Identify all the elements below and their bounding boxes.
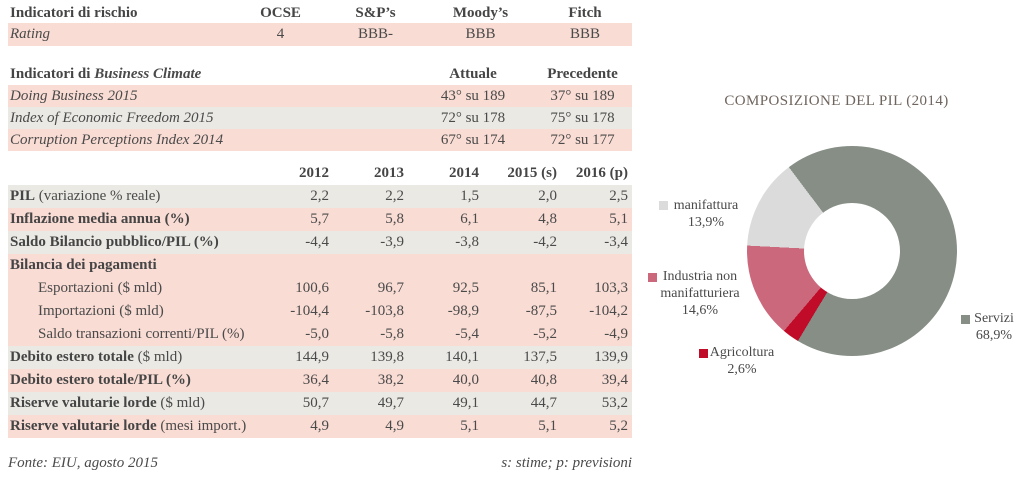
row-label: Debito estero totale/PIL (%) <box>10 372 191 388</box>
table-row-debito-pil <box>8 369 632 392</box>
cell-value: -5,8 <box>380 326 404 342</box>
year-header: 2012 <box>299 165 329 181</box>
cell-value: 2,0 <box>538 188 557 204</box>
cell-value: 53,2 <box>601 395 628 411</box>
legend-percent: 14,6% <box>681 303 719 318</box>
chart-title: COMPOSIZIONE DEL PIL (2014) <box>724 93 949 109</box>
rating-fitch: BBB <box>569 26 600 42</box>
cell-value: 140,1 <box>445 349 479 365</box>
cell-value: 4,9 <box>385 418 404 434</box>
risk-table-title: Indicatori di rischio <box>10 4 138 21</box>
table-row <box>8 85 632 107</box>
legend-marker-industria <box>648 273 657 282</box>
column-header-precedente: Precedente <box>547 66 618 82</box>
year-header: 2013 <box>374 165 404 181</box>
legend-percent: 68,9% <box>975 328 1013 343</box>
table-row-bilancia <box>8 254 632 277</box>
legend-item-industria <box>650 268 750 319</box>
cell-value: 1,5 <box>460 188 479 204</box>
cell-value: 36,4 <box>302 372 329 388</box>
row-label: Esportazioni ($ mld) <box>38 280 163 296</box>
column-header-attuale: Attuale <box>449 66 497 82</box>
economic-indicators-table <box>8 162 632 438</box>
table-row-pil <box>8 185 632 208</box>
cell-value: 5,1 <box>460 418 479 434</box>
legend-label: Servizi <box>974 311 1014 326</box>
cell-value: 40,8 <box>530 372 557 388</box>
table-row-saldo-bilancio <box>8 231 632 254</box>
cell-value: 5,8 <box>385 211 404 227</box>
row-label: PIL (variazione % reale) <box>10 188 161 204</box>
cell-value: -5,4 <box>455 326 479 342</box>
footer <box>8 455 632 472</box>
row-label: Debito estero totale ($ mld) <box>10 349 183 365</box>
column-header-fitch: Fitch <box>568 4 602 21</box>
cell-value: 5,1 <box>609 211 628 227</box>
legend-item-agricoltura <box>692 344 792 378</box>
cell-attuale: 67° su 174 <box>440 131 506 148</box>
table-row-riserve-mld <box>8 392 632 415</box>
cell-value: -4,9 <box>604 326 628 342</box>
table-row-riserve-mesi <box>8 415 632 438</box>
legend-marker-manifattura <box>659 201 668 210</box>
cell-value: -103,8 <box>365 303 404 319</box>
cell-value: 92,5 <box>452 280 479 296</box>
legend-marker-servizi <box>961 315 970 324</box>
row-label: Riserve valutarie lorde ($ mld) <box>10 395 205 411</box>
table-row-esportazioni <box>8 277 632 300</box>
cell-value: 5,7 <box>310 211 329 227</box>
cell-value: 49,7 <box>377 395 404 411</box>
year-header: 2015 (s) <box>507 165 557 181</box>
cell-precedente: 75° su 178 <box>550 109 615 126</box>
cell-value: 39,4 <box>601 372 628 388</box>
legend-label: Industria non manifatturiera <box>660 269 740 301</box>
legend-label: Agricoltura <box>709 345 775 360</box>
legend-percent: 2,6% <box>727 362 757 377</box>
risk-indicators-table <box>8 3 632 46</box>
cell-value: -5,0 <box>305 326 329 342</box>
rating-row-label: Rating <box>10 26 50 42</box>
cell-value: 85,1 <box>530 280 557 296</box>
table-row <box>8 107 632 129</box>
row-label: Saldo transazioni correnti/PIL (%) <box>38 326 245 342</box>
pil-composition-chart <box>640 0 1033 491</box>
cell-value: 38,2 <box>377 372 404 388</box>
legend-note: s: stime; p: previsioni <box>501 455 632 471</box>
legend-label: manifattura <box>673 198 739 213</box>
row-label: Riserve valutarie lorde (mesi import.) <box>10 418 247 434</box>
row-label: Doing Business 2015 <box>10 87 138 104</box>
cell-value: 139,9 <box>594 349 628 365</box>
cell-value: -98,9 <box>447 303 479 319</box>
cell-attuale: 43° su 189 <box>440 87 506 104</box>
business-table-header <box>8 64 632 85</box>
cell-value: -5,2 <box>533 326 557 342</box>
column-header-sp: S&P’s <box>355 4 396 21</box>
cell-value: -87,5 <box>525 303 557 319</box>
row-label: Importazioni ($ mld) <box>38 303 164 319</box>
business-table-title: Indicatori di Business Climate <box>10 66 202 82</box>
cell-value: -4,4 <box>305 234 329 250</box>
cell-attuale: 72° su 178 <box>440 109 506 126</box>
cell-value: 40,0 <box>452 372 479 388</box>
row-label: Corruption Perceptions Index 2014 <box>10 131 224 148</box>
rating-moodys: BBB <box>465 26 496 42</box>
cell-value: 100,6 <box>295 280 329 296</box>
cell-value: 144,9 <box>295 349 329 365</box>
donut-hole <box>804 203 900 299</box>
column-header-ocse: OCSE <box>260 4 301 21</box>
table-row <box>8 129 632 151</box>
cell-value: -3,4 <box>604 234 628 250</box>
year-header: 2014 <box>449 165 479 181</box>
row-label: Index of Economic Freedom 2015 <box>10 109 214 126</box>
donut-chart <box>747 146 957 356</box>
column-header-moodys: Moody’s <box>452 4 509 21</box>
table-row-saldo-transazioni <box>8 323 632 346</box>
cell-value: 2,2 <box>310 188 329 204</box>
cell-value: -4,2 <box>533 234 557 250</box>
rating-sp: BBB- <box>357 26 393 42</box>
table-row-debito-estero <box>8 346 632 369</box>
table-row-importazioni <box>8 300 632 323</box>
cell-value: 137,5 <box>523 349 557 365</box>
row-label: Bilancia dei pagamenti <box>10 257 157 273</box>
cell-value: 4,8 <box>538 211 557 227</box>
risk-table-header <box>8 3 632 23</box>
row-label: Inflazione media annua (%) <box>10 211 190 227</box>
legend-item-servizi <box>958 310 1030 344</box>
cell-value: 2,5 <box>609 188 628 204</box>
legend-item-manifattura <box>656 197 756 231</box>
cell-value: 96,7 <box>377 280 404 296</box>
cell-value: 50,7 <box>302 395 329 411</box>
table-row-inflazione <box>8 208 632 231</box>
rating-row <box>8 23 632 46</box>
cell-value: 6,1 <box>460 211 479 227</box>
legend-percent: 13,9% <box>687 215 725 230</box>
cell-value: -3,8 <box>455 234 479 250</box>
legend-marker-agricoltura <box>699 349 708 358</box>
cell-value: 49,1 <box>452 395 479 411</box>
cell-value: 5,2 <box>609 418 628 434</box>
years-header-row <box>8 162 632 185</box>
cell-value: 2,2 <box>385 188 404 204</box>
cell-value: -3,9 <box>380 234 404 250</box>
business-climate-table <box>8 64 632 151</box>
cell-value: 44,7 <box>530 395 557 411</box>
source-note: Fonte: EIU, agosto 2015 <box>8 455 158 471</box>
tables-pane <box>8 0 632 491</box>
row-label: Saldo Bilancio pubblico/PIL (%) <box>10 234 219 250</box>
cell-value: 4,9 <box>310 418 329 434</box>
cell-precedente: 72° su 177 <box>550 131 615 148</box>
cell-precedente: 37° su 189 <box>550 87 615 104</box>
cell-value: 103,3 <box>594 280 628 296</box>
cell-value: -104,4 <box>290 303 329 319</box>
cell-value: -104,2 <box>589 303 628 319</box>
cell-value: 139,8 <box>370 349 404 365</box>
rating-ocse: 4 <box>276 26 285 42</box>
cell-value: 5,1 <box>538 418 557 434</box>
year-header: 2016 (p) <box>575 165 628 181</box>
